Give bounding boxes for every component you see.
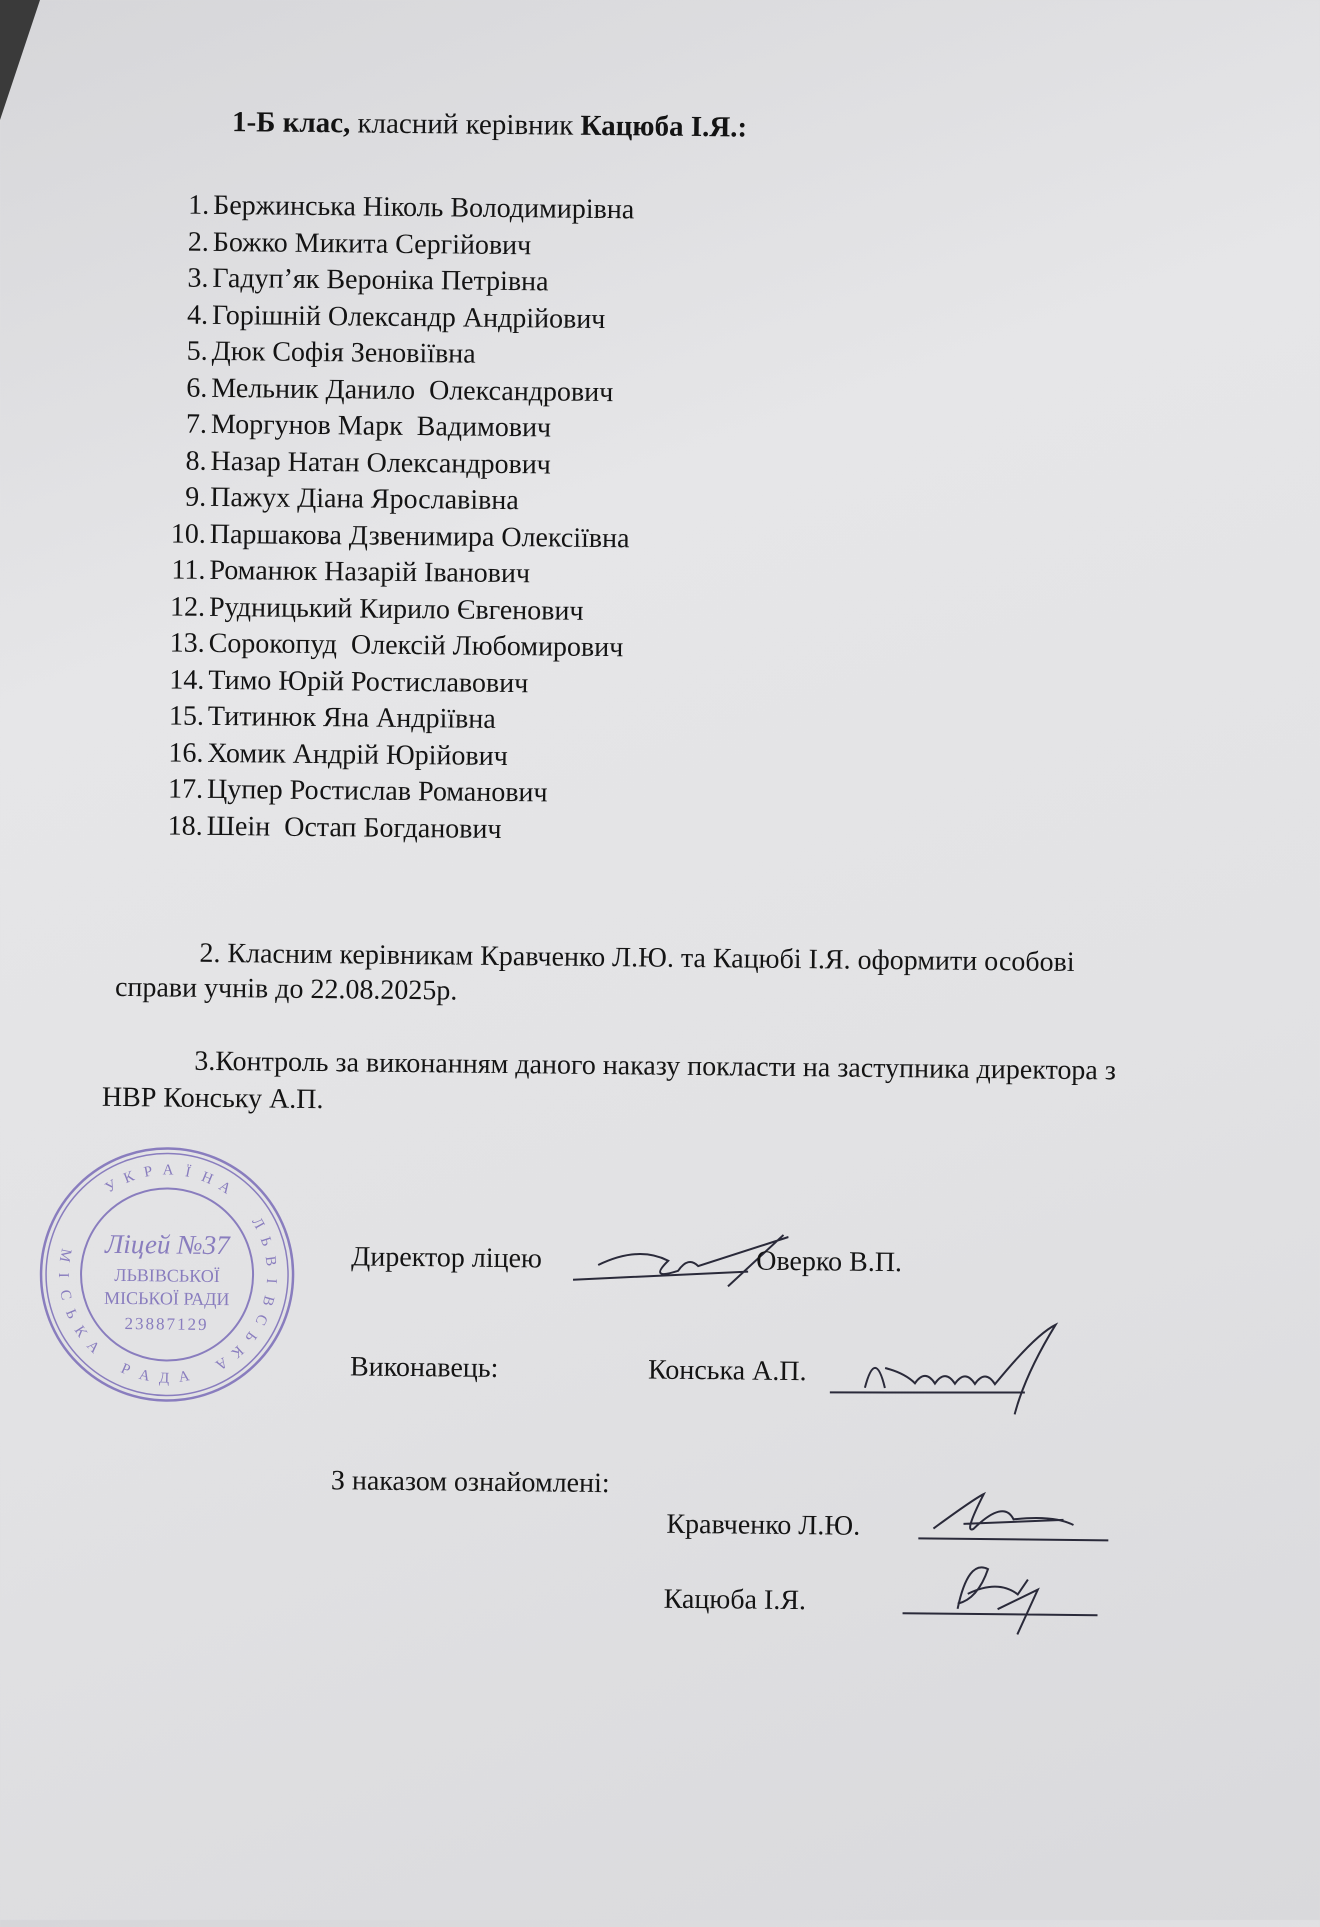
student-item <box>153 591 630 632</box>
stamp-outer-right-letter: А <box>212 1353 231 1373</box>
stamp-outer-top-letter: К <box>121 1168 137 1187</box>
acquainted-signature-1 <box>913 1483 1114 1555</box>
student-name: Паршакова Дзвенимира Олексіївна <box>209 518 630 554</box>
student-name: Бержинська Ніколь Володимирівна <box>213 189 635 226</box>
student-name: Титинюк Яна Андріївна <box>207 700 496 735</box>
stamp-line-2: ЛЬВІВСЬКОЇ <box>114 1264 220 1287</box>
student-name: Дюк Софія Зеновіївна <box>211 335 476 370</box>
student-list <box>151 189 635 851</box>
director-name: Оверко В.П. <box>756 1245 903 1279</box>
student-number: 4. <box>186 299 209 331</box>
teacher-name: Кацюба І.Я.: <box>580 109 748 144</box>
student-name: Гадуп’як Вероніка Петрівна <box>212 262 549 298</box>
student-item <box>154 445 631 486</box>
student-item <box>157 189 634 230</box>
stamp-outer-right-letter: Л <box>248 1215 268 1232</box>
student-number: 16. <box>168 736 204 769</box>
student-number: 9. <box>185 481 207 513</box>
stamp-outer-bottom-letter: А <box>83 1337 103 1357</box>
student-number: 1. <box>188 189 210 221</box>
stamp-outer-top-letter: А <box>215 1178 234 1198</box>
student-number: 15. <box>168 700 205 732</box>
student-number: 10. <box>170 517 206 550</box>
student-item <box>154 518 631 559</box>
student-name: Мельник Данило Олександрович <box>211 372 614 408</box>
stamp-outer-right-letter: В <box>258 1293 277 1308</box>
stamp-outer-right-letter: С <box>251 1311 271 1328</box>
student-name: Шеін Остап Богданович <box>206 810 502 845</box>
student-number: 17. <box>167 773 204 805</box>
stamp-line-1: Ліцей №37 <box>104 1228 230 1261</box>
student-item <box>157 226 634 267</box>
stamp-outer-top-letter: Н <box>198 1169 216 1188</box>
student-number: 7. <box>185 408 208 440</box>
student-number: 2. <box>187 226 210 258</box>
stamp-outer-bottom-letter: С <box>56 1288 74 1302</box>
student-number: 13. <box>169 627 205 659</box>
student-item <box>152 664 629 705</box>
student-item <box>156 299 633 340</box>
student-item <box>155 372 632 413</box>
student-name: Пажух Діана Ярославівна <box>210 481 519 517</box>
student-name: Горішній Олександр Андрійович <box>211 299 606 335</box>
student-name: Сорокопуд Олексій Любомирович <box>208 627 624 664</box>
class-name: 1-Б клас, <box>231 106 351 140</box>
heading-text: класний керівник <box>350 107 581 142</box>
stamp-outer-bottom-letter: К <box>70 1323 90 1341</box>
student-item <box>152 627 629 668</box>
executor-name: Конська А.П. <box>647 1354 807 1388</box>
executor-signature <box>825 1312 1086 1425</box>
acquainted-label: З наказом ознайомлені: <box>330 1465 610 1500</box>
paragraph-3-line-1: 3.Контроль за виконанням даного наказу покласти на заступника директора з <box>194 1045 1117 1087</box>
acquainted-signature-2 <box>897 1548 1098 1640</box>
student-item <box>152 700 629 741</box>
stamp-line-3: МІСЬКОЇ РАДИ <box>104 1287 230 1310</box>
student-name: Божко Микита Сергійович <box>212 226 532 261</box>
student-item <box>153 554 630 595</box>
paragraph-2-line-2: справи учнів до 22.08.2025р. <box>114 971 458 1007</box>
paragraph-3-line-2: НВР Конську А.П. <box>101 1081 324 1116</box>
stamp-outer-right-letter: В <box>261 1255 279 1268</box>
student-name: Моргунов Марк Вадимович <box>210 408 552 444</box>
stamp-outer-bottom-letter: А <box>177 1368 191 1386</box>
student-name: Хомик Андрій Юрійович <box>207 737 508 772</box>
student-item <box>154 481 631 522</box>
stamp-outer-bottom-letter: Д <box>158 1370 170 1387</box>
student-number: 8. <box>185 445 207 477</box>
student-number: 11. <box>171 554 206 586</box>
student-name: Тимо Юрій Ростиславович <box>208 664 529 699</box>
stamp-outer-right-letter: І <box>262 1277 280 1284</box>
student-item <box>151 773 628 814</box>
stamp-outer-right-letter: К <box>228 1342 247 1361</box>
student-item <box>151 737 628 778</box>
paragraph-2-line-1: 2. Класним керівникам Кравченко Л.Ю. та Кацюбі І.Я. оформити особові <box>199 937 1075 978</box>
stamp-outer-top-letter: Р <box>142 1163 154 1181</box>
stamp-outer-top-letter: А <box>162 1162 174 1179</box>
student-item <box>156 335 633 376</box>
stamp-outer-bottom-letter: Ь <box>61 1307 80 1322</box>
student-number: 5. <box>186 335 208 367</box>
acquainted-name-2: Кацюба І.Я. <box>663 1583 807 1617</box>
executor-label: Виконавець: <box>349 1351 499 1384</box>
acquainted-name-1: Кравченко Л.Ю. <box>666 1508 861 1542</box>
student-number: 6. <box>186 372 208 404</box>
stamp-outer-bottom-letter: Р <box>118 1360 133 1379</box>
stamp-outer-top-letter: Ї <box>183 1164 192 1181</box>
student-number: 12. <box>169 590 206 623</box>
student-item <box>156 262 633 303</box>
student-number: 18. <box>167 809 203 842</box>
stamp-outer-bottom-letter: М <box>55 1247 74 1264</box>
student-name: Рудницький Кирило Євгенович <box>208 591 584 627</box>
stamp-code: 23887129 <box>124 1314 209 1334</box>
student-item <box>155 408 632 449</box>
class-heading <box>232 106 747 143</box>
student-name: Романюк Назарій Іванович <box>209 554 531 590</box>
student-item <box>151 810 628 851</box>
stamp-outer-bottom-letter: І <box>55 1272 72 1278</box>
stamp-outer-bottom-letter: А <box>137 1366 152 1385</box>
stamp-outer-top-letter: У <box>102 1177 121 1197</box>
student-name: Назар Натан Олександрович <box>210 445 552 480</box>
school-stamp <box>35 1142 300 1407</box>
stamp-outer-right-letter: Ь <box>256 1235 275 1249</box>
student-number: 3. <box>187 262 209 294</box>
student-number: 14. <box>169 663 205 696</box>
student-name: Цупер Ростислав Романович <box>206 773 548 809</box>
stamp-outer-right-letter: Ь <box>241 1328 260 1345</box>
director-label: Директор ліцею <box>351 1241 543 1275</box>
